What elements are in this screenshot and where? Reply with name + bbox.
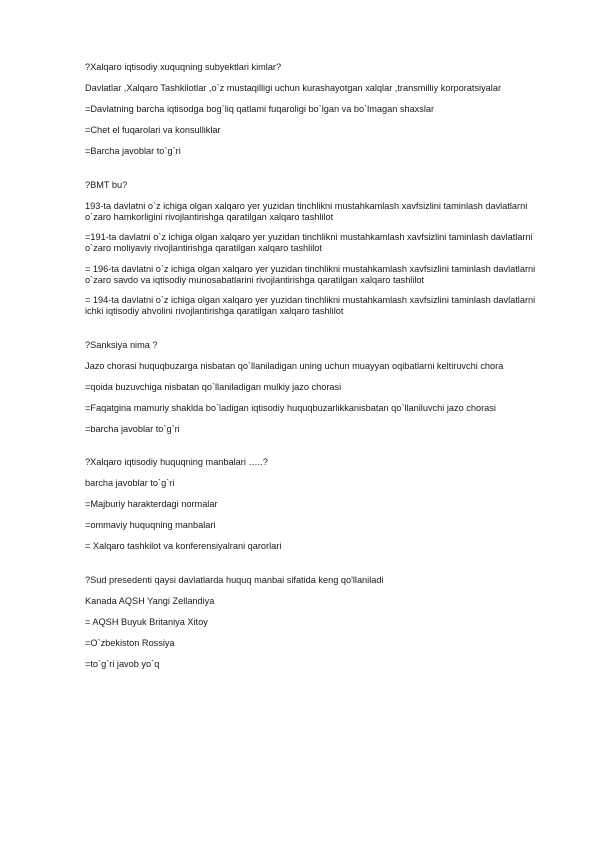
answer-option: = 196-ta davlatni o`z ichiga olgan xalqaro yer yuzidan tinchlikni mustahkamlash xavfsizlini taminlash davlatlarni o`zaro savdo va iqtisodiy munosabatlarini rivojlantirishga qaratilgan xalqaro tashlilot xyxy=(85,263,536,285)
answer-option: = 194-ta davlatni o`z ichiga olgan xalqaro yer yuzidan tinchlikni mustahkamlash xavfsizlini taminlash davlatlarni ichki iqtisodiy ahvolini rivojlantirishga qaratilgan xalqaro tashlilot xyxy=(85,295,536,316)
answer-option: =Chet el fuqarolari va konsulliklar xyxy=(85,125,221,135)
answer-option: Jazo chorasi huquqbuzarga nisbatan qo`llaniladigan uning uchun muayyan oqibatlarni keltiruvchi chora xyxy=(85,360,504,371)
answer-option: Kanada AQSH Yangi Zellandiya xyxy=(85,595,215,606)
answer-option: Davlatlar ,Xalqaro Tashkilotlar ,o`z mustaqilligi uchun kurashayotgan xalqlar ,transmilliy korporatsiyalar xyxy=(85,83,502,93)
answer-option: =191-ta davlatni o`z ichiga olgan xalqaro yer yuzidan tinchlikni mustahkamlash xavfsizlini taminlash davlatlarni o`zaro moliyaviy rivojlantirishga qaratilgan xalqaro tashlilot xyxy=(85,232,533,253)
question-text: ?Sud presedenti qaysi davlatlarda huquq manbai sifatida keng qo'llaniladi xyxy=(85,574,384,585)
question-block xyxy=(85,457,555,552)
answer-option: =Davlatning barcha iqtisodga bog`liq qatlami fuqaroligi bo`lgan va bo`lmagan shaxslar xyxy=(85,104,435,114)
question-text: ?Xalqaro iqtisodiy huquqning manbalari …..? xyxy=(85,457,268,467)
answer-option: =to`g`ri javob yo`q xyxy=(85,658,160,669)
answer-option: = AQSH Buyuk Britaniya Xitoy xyxy=(85,616,208,627)
question-text: ?Sanksiya nima ? xyxy=(85,339,158,350)
answer-option: =ommaviy huquqning manbalari xyxy=(85,520,216,530)
answer-option: =O`zbekiston Rossiya xyxy=(85,637,175,648)
answer-option: =barcha javoblar to`g`ri xyxy=(85,423,180,434)
answer-option: =Majburiy harakterdagi normalar xyxy=(85,499,218,509)
question-block xyxy=(85,575,555,670)
answer-option: =Faqatgina mamuriy shaklda bo`ladigan iqtisodiy huquqbuzarlikkanisbatan qo`llaniluvchi jazo chorasi xyxy=(85,402,496,413)
answer-option: =Barcha javoblar to`g`ri xyxy=(85,146,181,156)
question-text: ?BMT bu? xyxy=(85,179,128,190)
answer-option: barcha javoblar to`g`ri xyxy=(85,478,175,488)
document-content xyxy=(85,62,555,692)
question-block xyxy=(85,340,555,435)
answer-option: =qoida buzuvchiga nisbatan qo`llaniladigan mulkiy jazo chorasi xyxy=(85,381,342,392)
answer-option: 193-ta davlatni o`z ichiga olgan xalqaro yer yuzidan tinchlikni mustahkamlash xavfsizlini taminlash davlatlarni o`zaro hamkorligini rivojlantirishga qaratilgan xalqaro tashlilot xyxy=(85,200,528,222)
question-block xyxy=(85,180,555,318)
question-block xyxy=(85,62,555,157)
question-text: ?Xalqaro iqtisodiy xuquqning subyektlari kimlar? xyxy=(85,62,282,72)
answer-option: = Xalqaro tashkilot va konferensiyalrani qarorlari xyxy=(85,541,282,551)
